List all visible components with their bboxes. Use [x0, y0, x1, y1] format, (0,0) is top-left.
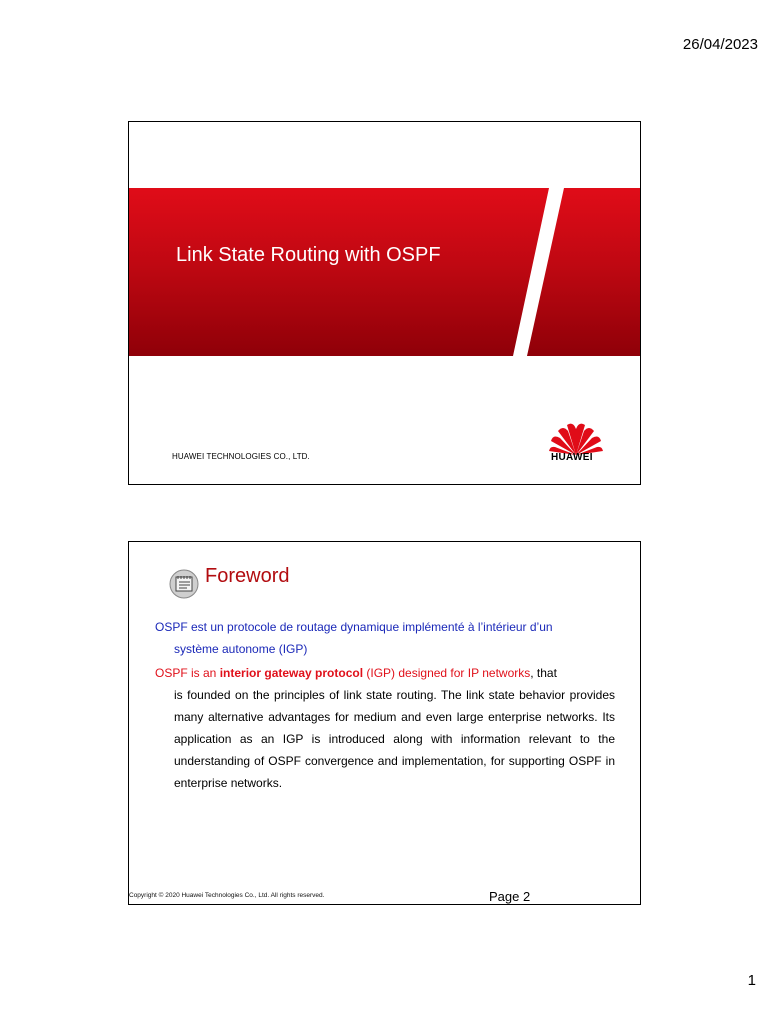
english-first-line: [155, 662, 615, 684]
english-rest: is founded on the principles of link state routing. The link state behavior provides many alternative advantages for medium and even large enterprise networks. Its application as an IGP is introduced along with information relevant to the understanding of OSPF convergence and implementation, for supporting OSPF in enterprise networks.: [174, 688, 615, 790]
english-seg-4: , that: [530, 666, 557, 680]
french-paragraph: [155, 616, 615, 660]
banner-slash-decoration: [129, 188, 640, 356]
slide-title-text: Link State Routing with OSPF: [176, 244, 441, 266]
slide-page-label: Page 2: [489, 889, 531, 904]
slide-title: [128, 121, 641, 485]
slide-foreword: [128, 541, 641, 905]
english-seg-igp-term: interior gateway protocol: [219, 666, 364, 680]
logo-wordmark: HUAWEI: [551, 452, 593, 463]
english-paragraph: [155, 662, 615, 794]
company-name: HUAWEI TECHNOLOGIES CO., LTD.: [172, 452, 310, 461]
title-banner: [129, 188, 640, 356]
notebook-icon: [169, 569, 199, 599]
foreword-title: Foreword: [205, 565, 290, 587]
english-seg-1: OSPF is an: [155, 666, 220, 680]
copyright-notice: Copyright © 2020 Huawei Technologies Co., Ltd. All rights reserved.: [129, 892, 325, 899]
print-date: 26/04/2023: [682, 36, 758, 53]
english-seg-3: (IGP) designed for IP networks: [363, 666, 531, 680]
document-page-number: 1: [747, 972, 756, 989]
french-line-1: OSPF est un protocole de routage dynamique implémenté à l’intérieur d’un: [155, 620, 553, 634]
french-line-2: système autonome (IGP): [174, 642, 308, 656]
